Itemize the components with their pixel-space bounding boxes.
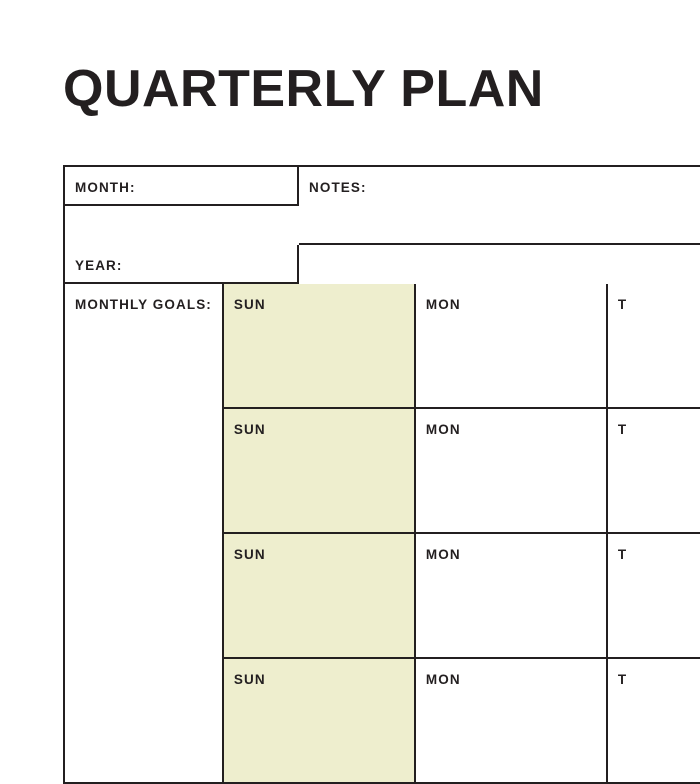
monthly-goals-label: MONTHLY GOALS: <box>75 297 212 312</box>
monthly-goals-field[interactable] <box>65 284 224 784</box>
year-field[interactable] <box>65 245 299 284</box>
day-cell-tuesday[interactable] <box>608 284 700 409</box>
day-cell-monday[interactable] <box>416 284 608 409</box>
day-label-sunday: SUN <box>233 672 266 687</box>
day-cell-sunday[interactable] <box>224 534 416 659</box>
day-label-monday: MON <box>425 547 461 562</box>
day-label-monday: MON <box>425 672 461 687</box>
day-cell-monday[interactable] <box>416 534 608 659</box>
month-label: MONTH: <box>75 180 136 195</box>
week-rows <box>224 284 700 784</box>
day-cell-monday[interactable] <box>416 659 608 784</box>
planner-body <box>65 284 700 784</box>
notes-label: NOTES: <box>309 180 367 195</box>
day-label-monday: MON <box>425 297 461 312</box>
day-cell-tuesday[interactable] <box>608 659 700 784</box>
day-label-tuesday: T <box>617 547 628 562</box>
day-cell-sunday[interactable] <box>224 409 416 534</box>
table-row <box>224 534 700 659</box>
day-label-sunday: SUN <box>233 297 266 312</box>
day-cell-tuesday[interactable] <box>608 534 700 659</box>
month-field[interactable] <box>65 167 299 206</box>
table-row <box>224 659 700 784</box>
day-cell-sunday[interactable] <box>224 284 416 409</box>
table-row <box>224 284 700 409</box>
day-label-monday: MON <box>425 422 461 437</box>
day-label-sunday: SUN <box>233 547 266 562</box>
day-cell-sunday[interactable] <box>224 659 416 784</box>
notes-field[interactable] <box>299 167 700 245</box>
planner-grid <box>63 165 700 784</box>
page-title: QUARTERLY PLAN <box>63 60 544 118</box>
day-label-sunday: SUN <box>233 422 266 437</box>
day-cell-monday[interactable] <box>416 409 608 534</box>
table-row <box>224 409 700 534</box>
day-label-tuesday: T <box>617 422 628 437</box>
day-cell-tuesday[interactable] <box>608 409 700 534</box>
day-label-tuesday: T <box>617 672 628 687</box>
year-label: YEAR: <box>75 258 123 273</box>
day-label-tuesday: T <box>617 297 628 312</box>
